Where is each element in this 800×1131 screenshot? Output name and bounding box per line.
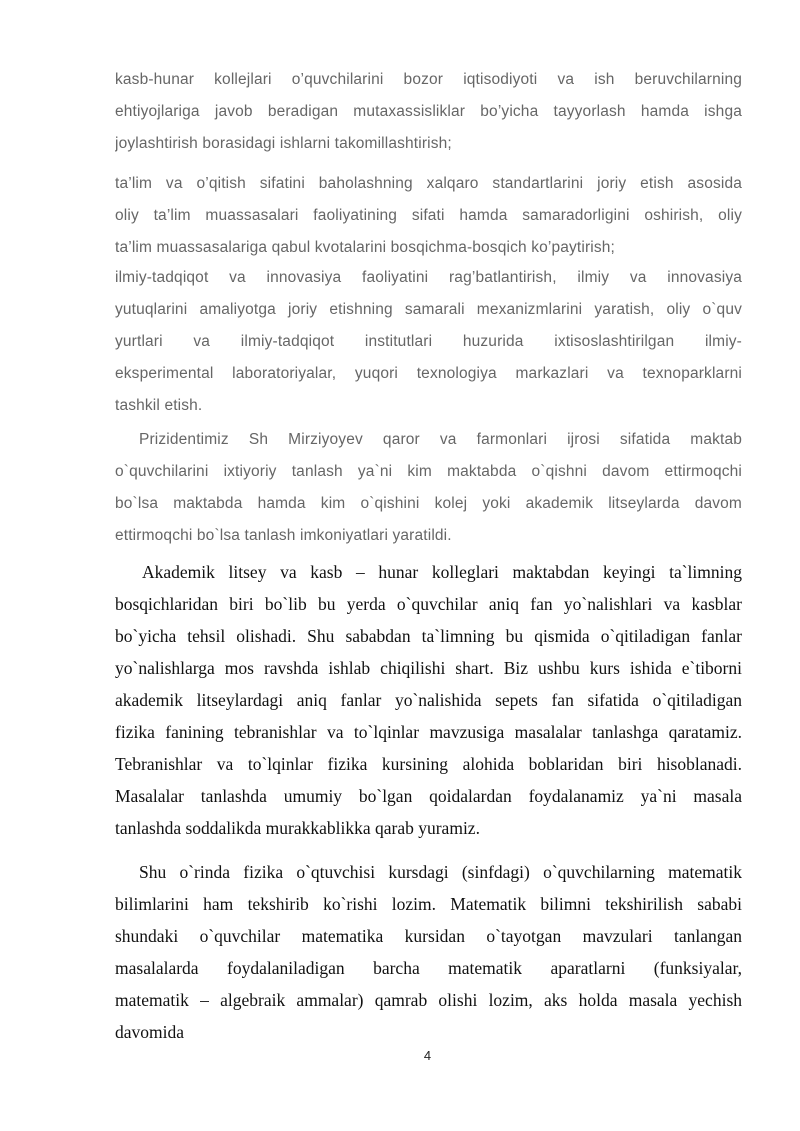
text-line: davomida [115,1022,185,1042]
text-line: eksperimental laboratoriyalar, yuqori texnologiya markazlari va texnoparklarni [115,365,742,382]
text-line: bilimlarini ham tekshirib ko`rishi lozim. Matematik bilimni tekshirilish sababi [115,894,742,914]
text-line: Masalalar tanlashda umumiy bo`lgan qoidalardan foydalanamiz ya`ni masala [115,786,742,806]
text-line: ta’lim va o’qitish sifatini baholashning xalqaro standartlarini joriy etish asosida [115,175,742,192]
paragraph-teacher [115,856,742,1048]
page-number: 4 [423,1048,432,1063]
text-line: ehtiyojlariga javob beradigan mutaxassisliklar bo’yicha tayyorlash hamda ishga [115,103,742,120]
text-line: shundaki o`quvchilar matematika kursidan o`tayotgan mavzulari tanlangan [115,926,742,946]
list-item-vocational-colleges [115,64,742,160]
text-line: Prizidentimiz Sh Mirziyoyev qaror va farmonlari ijrosi sifatida maktab [139,431,742,448]
text-line: bosqichlaridan biri bo`lib bu yerda o`quvchilar aniq fan yo`nalishlari va kasblar [115,594,742,614]
text-line: Tebranishlar va to`lqinlar fizika kursining alohida boblaridan biri hisoblanadi. [115,754,742,774]
text-line: tashkil etish. [115,397,203,414]
text-line: oliy ta’lim muassasalari faoliyatining sifati hamda samaradorligini oshirish, oliy [115,207,742,224]
list-item-research-innovation [115,262,742,422]
paragraph-academic-lyceum [115,556,742,844]
text-line: bo`yicha tehsil olishadi. Shu sababdan ta`limning bu qismida o`qitiladigan fanlar [115,626,742,646]
text-line: masalalarda foydalaniladigan barcha matematik aparatlarni (funksiyalar, [115,958,742,978]
text-line: Akademik litsey va kasb – hunar kolleglari maktabdan keyingi ta`limning [142,562,742,582]
text-line: yo`nalishlarga mos ravshda ishlab chiqilishi shart. Biz ushbu kurs ishida e`tiborni [115,658,742,678]
list-item-education-quality [115,168,742,264]
text-line: bo`lsa maktabda hamda kim o`qishini kolej yoki akademik litseylarda davom [115,495,742,512]
paragraph-president [115,424,742,552]
text-line: ettirmoqchi bo`lsa tanlash imkoniyatlari yaratildi. [115,527,452,544]
text-line: kasb-hunar kollejlari o’quvchilarini bozor iqtisodiyoti va ish beruvchilarning [115,71,742,88]
text-line: ilmiy-tadqiqot va innovasiya faoliyatini rag’batlantirish, ilmiy va innovasiya [115,269,742,286]
text-line: Shu o`rinda fizika o`qtuvchisi kursdagi (sinfdagi) o`quvchilarning matematik [139,862,742,882]
text-line: yutuqlarini amaliyotga joriy etishning samarali mexanizmlarini yaratish, oliy o`quv [115,301,742,318]
text-line: ta’lim muassasalariga qabul kvotalarini bosqichma-bosqich ko’paytirish; [115,239,615,256]
text-line: yurtlari va ilmiy-tadqiqot institutlari huzurida ixtisoslashtirilgan ilmiy- [115,333,742,350]
text-line: joylashtirish borasidagi ishlarni takomillashtirish; [115,135,452,152]
text-line: matematik – algebraik ammalar) qamrab olishi lozim, aks holda masala yechish [115,990,742,1010]
text-line: fizika fanining tebranishlar va to`lqinlar mavzusiga masalalar tanlashga qaratamiz. [115,722,742,742]
text-line: tanlashda soddalikda murakkablikka qarab yuramiz. [115,818,480,838]
text-line: akademik litseylardagi aniq fanlar yo`nalishida sepets fan sifatida o`qitiladigan [115,690,742,710]
text-line: o`quvchilarini ixtiyoriy tanlash ya`ni kim maktabda o`qishni davom ettirmoqchi [115,463,742,480]
